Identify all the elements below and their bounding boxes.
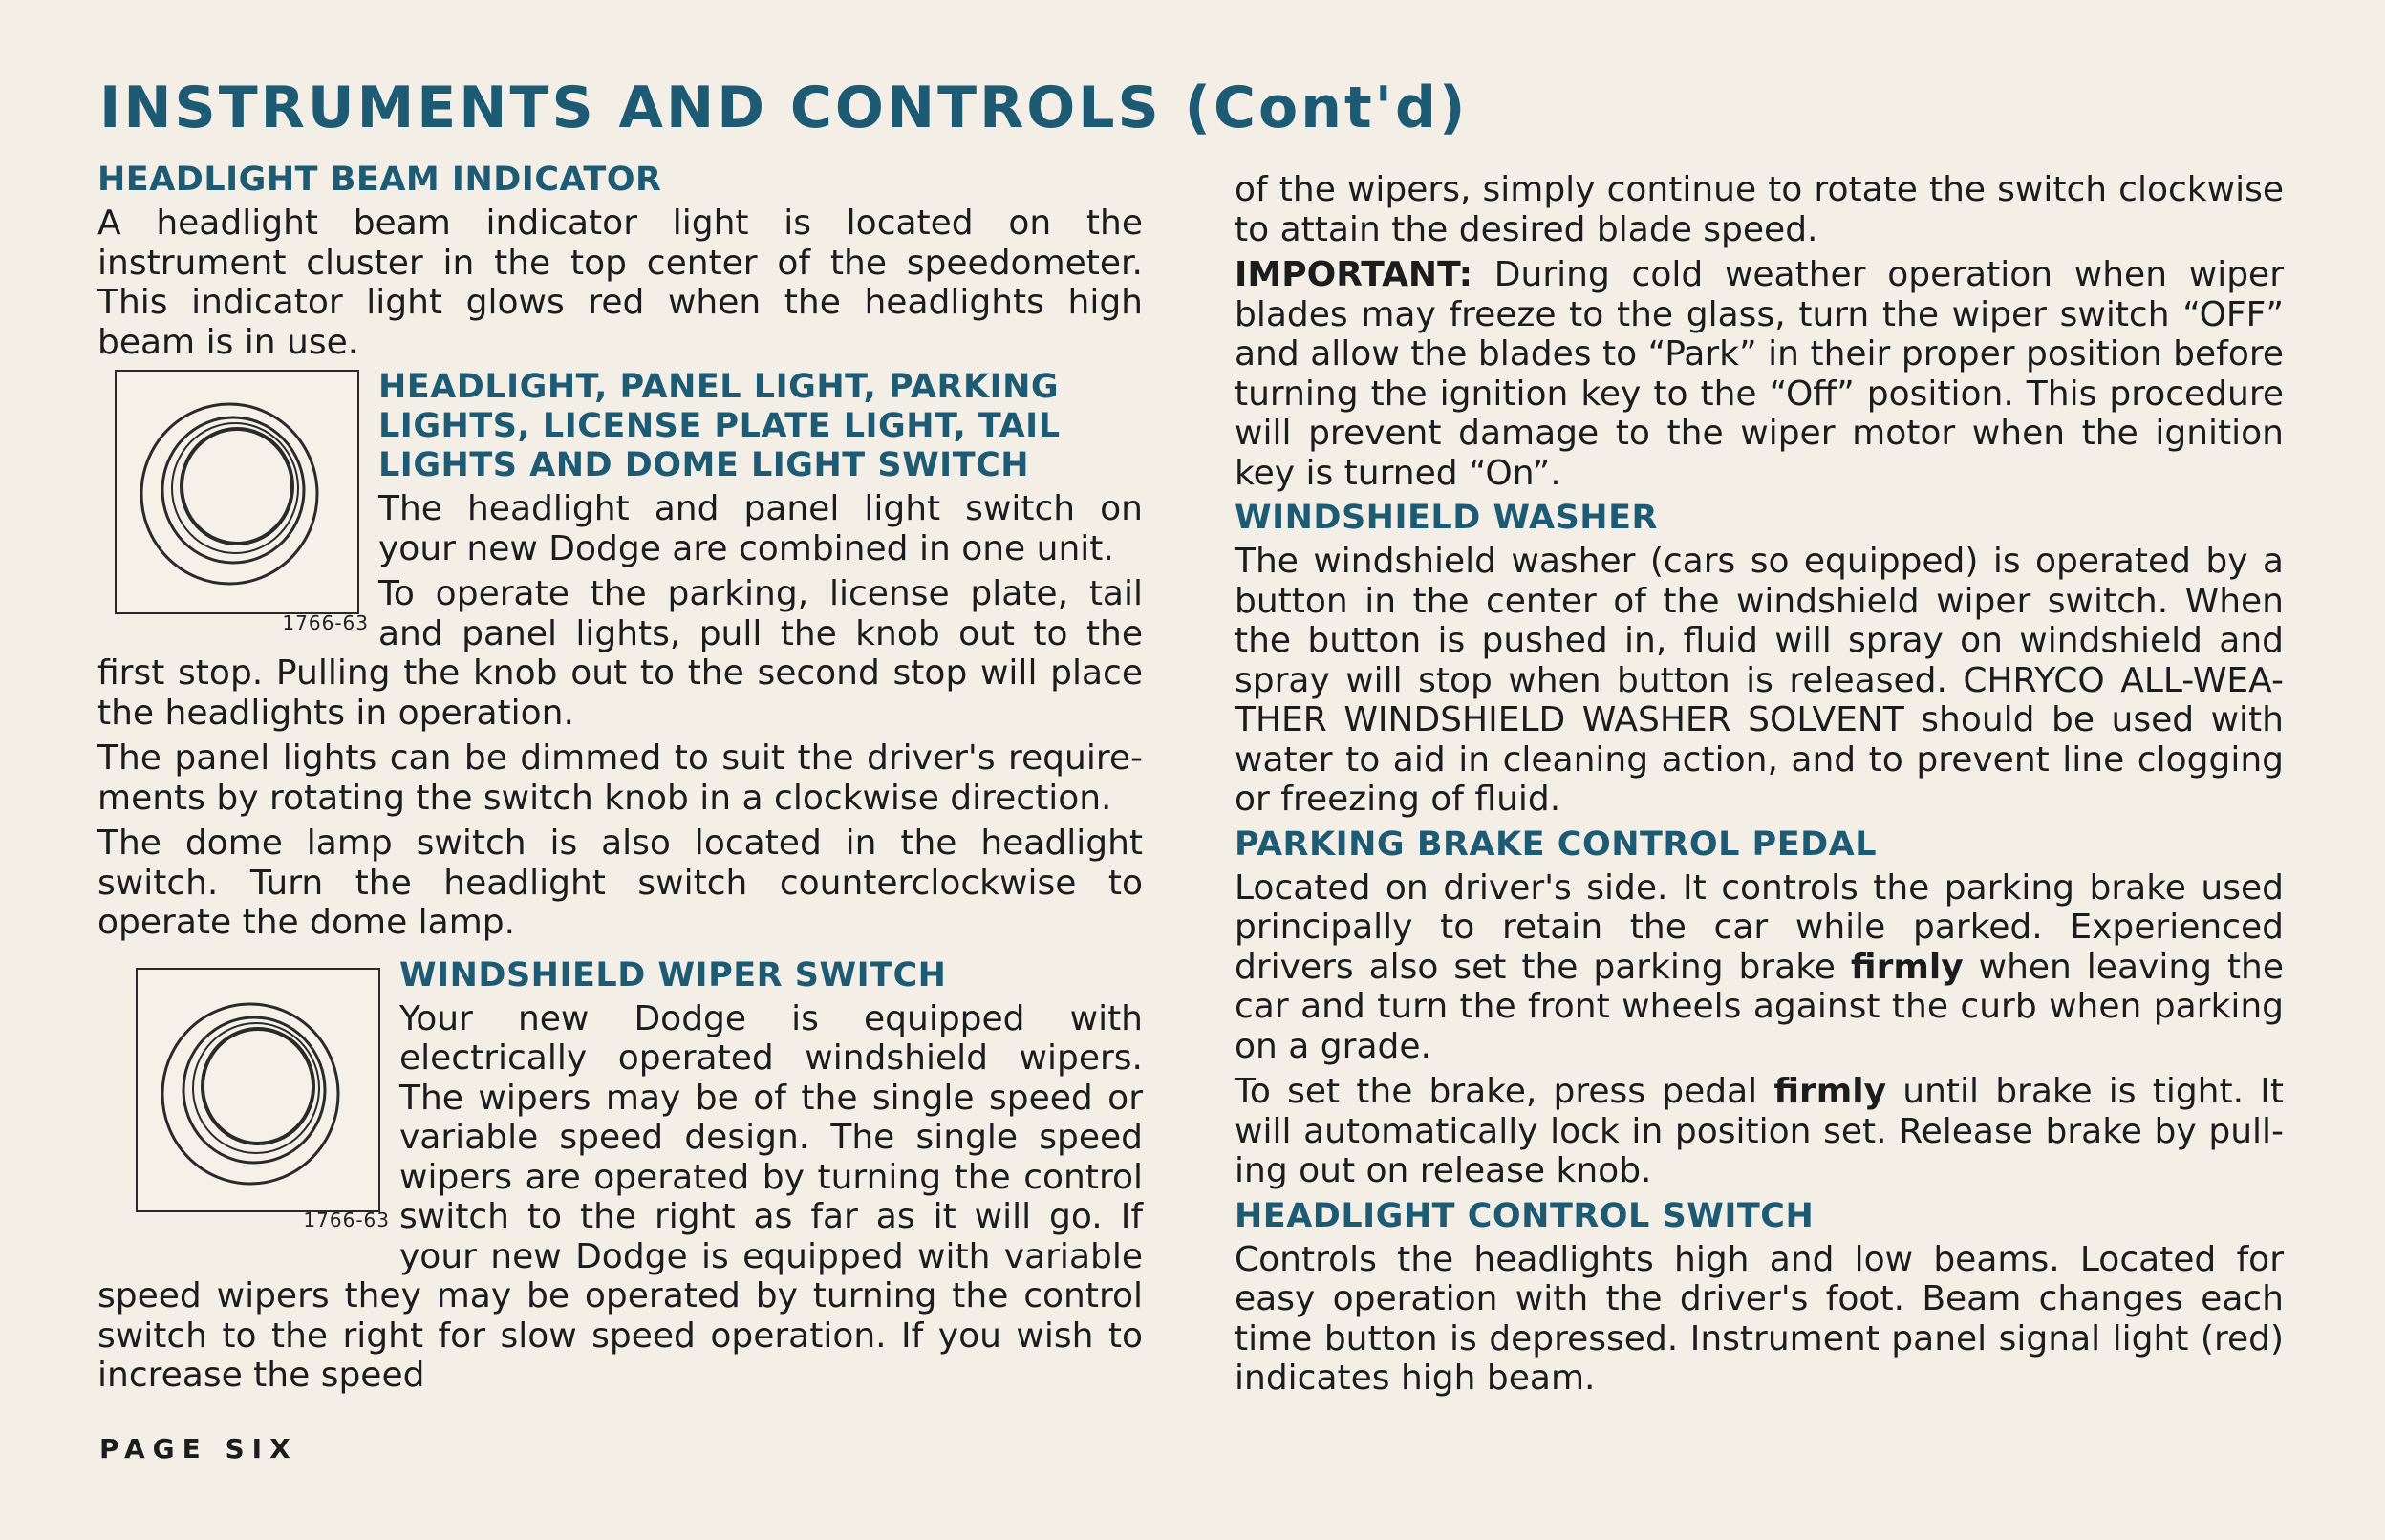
- washer-text: The windshield washer (cars so equipped) is operated by a button in the center of the windshield wiper switch. When the button is pushed in, fluid will spray on windshield and spray will stop when button is released. CHRYCO ALL-WEA-THER WINDSHIELD WASHER SOLVENT should be used with water to aid in cleaning action, and to prevent line clogging or freezing of fluid.: [1235, 542, 2284, 819]
- figure-number-2: 1766-63: [303, 1208, 390, 1231]
- section-heading-beam-indicator: HEADLIGHT BEAM INDICATOR: [97, 160, 662, 199]
- figure-number-1: 1766-63: [282, 610, 369, 634]
- headlight-control-text: Controls the headlights high and low beams. Located for easy operation with the driver's foot. Beam changes each time button is depressed. Instrument panel signal light (red) indicates high beam.: [1235, 1239, 2284, 1398]
- brake-bold-1: firmly: [1850, 947, 1964, 987]
- wiper-switch-figure: [136, 968, 390, 1231]
- headlight-switch-text-3: The panel lights can be dimmed to suit the driver's require-ments by rotating the switch knob in a clockwise direction.: [97, 738, 1143, 818]
- switch-knob-icon: [117, 372, 357, 612]
- parking-brake-text-2: [1235, 1072, 2284, 1191]
- headlight-switch-illustration: [115, 370, 359, 614]
- brake-bold-2: firmly: [1773, 1072, 1887, 1111]
- section-heading-parking-brake: PARKING BRAKE CONTROL PEDAL: [1235, 824, 1878, 864]
- right-column: [1235, 170, 2284, 1404]
- headlight-switch-figure: [115, 370, 369, 634]
- beam-indicator-text: A headlight beam indicator light is located on the instrument cluster in the top center of the speedometer. This indicator light glows red when the headlights high beam is in use.: [97, 203, 1143, 362]
- headlight-switch-text-1: The headlight and panel light switch on your new Dodge are combined in one unit.: [378, 489, 1143, 568]
- important-text: During cold weather operation when wiper blades may freeze to the glass, turn the wiper switch “OFF” and allow the blades to “Park” in their proper position before turning the ignition key to the “Off” position. This procedure will prevent damage to the wiper motor when the ignition key is turned “On”.: [1235, 255, 2285, 493]
- page-title: INSTRUMENTS AND CONTROLS (Cont'd): [99, 75, 1469, 141]
- headlight-switch-text-4: The dome lamp switch is also located in the headlight switch. Turn the headlight switch counterclockwise to operate the dome lamp.: [97, 823, 1143, 942]
- brake-text-2a: To set the brake, press pedal: [1235, 1072, 1758, 1111]
- important-note: [1235, 255, 2284, 493]
- section-heading-headlight-control: HEADLIGHT CONTROL SWITCH: [1235, 1196, 1815, 1235]
- page-number: PAGE SIX: [99, 1433, 298, 1465]
- left-column: [97, 160, 1143, 1401]
- wiper-switch-illustration: [136, 968, 380, 1212]
- section-heading-wiper-switch: WINDSHIELD WIPER SWITCH: [399, 955, 947, 995]
- wiper-knob-icon: [138, 970, 378, 1210]
- brake-text-1a: Located on driver's side. It controls the parking brake used principally to retain the car while parked. Experienced drivers also set the parking brake: [1235, 867, 2284, 987]
- brake-text-1b: when leaving the car and turn the front wheels against the curb when parking on a grade.: [1235, 947, 2285, 1066]
- brake-text-2b: until brake is tight. It will automatically lock in position set. Release brake by pull-ing out on release knob.: [1235, 1072, 2284, 1190]
- wiper-continued-text: of the wipers, simply continue to rotate the switch clockwise to attain the desired blade speed.: [1235, 170, 2284, 249]
- wiper-switch-text: Your new Dodge is equipped with electrically operated windshield wipers. The wipers may be of the single speed or variable speed design. The single speed wipers are operated by turning the control switch to the right as far as it will go. If your new Dodge is equipped with variable speed wipers they may be operated by turning the control switch to the right for slow speed operation. If you wish to increase the speed: [97, 998, 1143, 1395]
- important-label: IMPORTANT:: [1235, 255, 1473, 294]
- section-heading-headlight-switch: HEADLIGHT, PANEL LIGHT, PARKING LIGHTS, LICENSE PLATE LIGHT, TAIL LIGHTS AND DOME LIGHT SWITCH: [378, 368, 1061, 484]
- parking-brake-text-1: [1235, 868, 2284, 1067]
- section-heading-washer: WINDSHIELD WASHER: [1235, 499, 1658, 537]
- headlight-switch-text-2: To operate the parking, license plate, tail and panel lights, pull the knob out to the first stop. Pulling the knob out to the second stop will place the headlights in operation.: [97, 574, 1143, 733]
